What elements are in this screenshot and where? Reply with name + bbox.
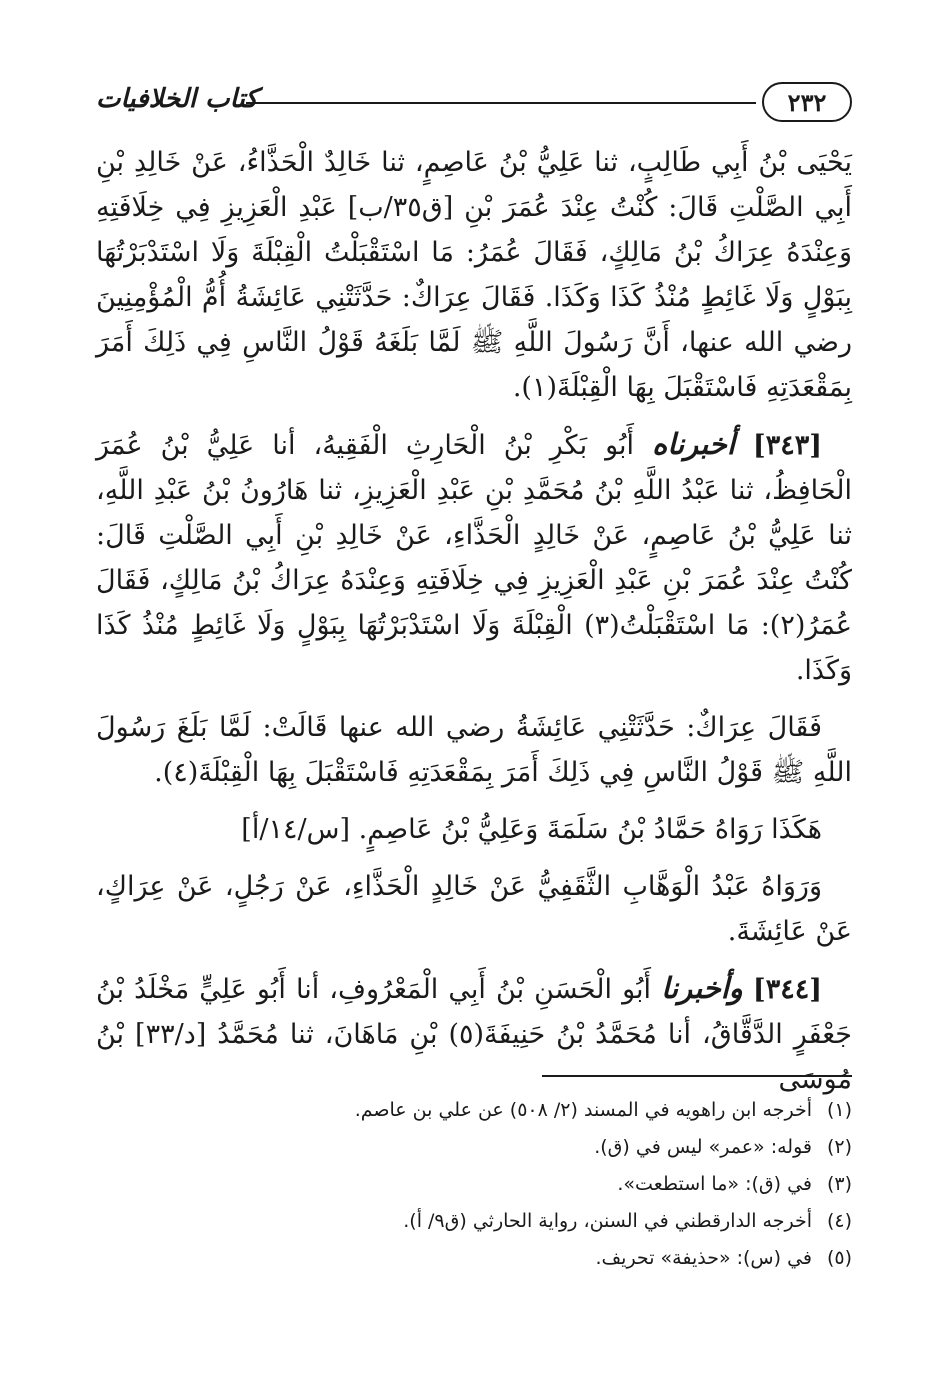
footnote: [96, 1166, 852, 1203]
hadith-344: [96, 966, 852, 1102]
footnote-number: (١): [826, 1099, 852, 1121]
footnote: [96, 1203, 852, 1240]
footnote-number: (٤): [826, 1210, 852, 1232]
hadith-text: أَبُو بَكْرِ بْنُ الْحَارِثِ الْفَقِيهُ، أنا عَلِيُّ بْنُ عُمَرَ الْحَافِظُ، ثنا عَبْدُ اللَّهِ بْنُ مُحَمَّدِ بْنِ عَبْدِ الْعَزِيزِ، ثنا هَارُونُ بْنُ عَبْدِ اللَّهِ، ثنا عَلِيُّ بْنُ عَاصِمٍ، عَنْ خَالِدٍ الْحَذَّاءِ، عَنْ خَالِدِ بْنِ أَبِي الصَّلْتِ قَالَ: كُنْتُ عِنْدَ عُمَرَ بْنِ عَبْدِ الْعَزِيزِ فِي خِلَافَتِهِ وَعِنْدَهُ عِرَاكُ بْنُ مَالِكٍ، فَقَالَ عُمَرُ(٢): مَا اسْتَقْبَلْتُ(٣) الْقِبْلَةَ وَلَا اسْتَدْبَرْتُهَا بِبَوْلٍ وَلَا غَائِطٍ مُنْذُ كَذَا وَكَذَا.: [96, 430, 852, 686]
hadith-number: [٣٤٤]: [752, 974, 822, 1005]
hadith-343: [96, 422, 852, 693]
footnote-text: أخرجه ابن راهويه في المسند (٢/ ٥٠٨) عن علي بن عاصم.: [354, 1099, 812, 1121]
footnote-number: (٥): [826, 1247, 852, 1269]
hadith-text: أَبُو الْحَسَنِ بْنُ أَبِي الْمَعْرُوفِ، أنا أَبُو عَلِيٍّ مَخْلَدُ بْنُ جَعْفَرٍ الدَّقَّاقُ، أنا مُحَمَّدُ بْنُ حَنِيفَةَ(٥) بْنِ مَاهَانَ، ثنا مُحَمَّدُ [د/٣٣] بْنُ مُوسَى: [96, 974, 852, 1095]
footnote-rule: [542, 1075, 852, 1077]
hadith-number: [٣٤٣]: [752, 430, 822, 461]
footnote-text: أخرجه الدارقطني في السنن، رواية الحارثي (ق٩/ أ).: [403, 1210, 812, 1232]
footnote: [96, 1092, 852, 1129]
footnotes: [96, 1092, 852, 1277]
header-rule: [246, 102, 756, 104]
paragraph-1: يَحْيَى بْنُ أَبِي طَالِبٍ، ثنا عَلِيُّ بْنُ عَاصِمٍ، ثنا خَالِدٌ الْحَذَّاءُ، عَنْ خَالِدِ بْنِ أَبِي الصَّلْتِ قَالَ: كُنْتُ عِنْدَ عُمَرَ بْنِ [ق٣٥/ب] عَبْدِ الْعَزِيزِ فِي خِلَافَتِهِ وَعِنْدَهُ عِرَاكُ بْنُ مَالِكٍ، فَقَالَ عُمَرُ: مَا اسْتَقْبَلْتُ الْقِبْلَةَ وَلَا اسْتَدْبَرْتُهَا بِبَوْلٍ وَلَا غَائِطٍ مُنْذُ كَذَا وَكَذَا. فَقَالَ عِرَاكٌ: حَدَّثَتْنِي عَائِشَةُ أُمُّ الْمُؤْمِنِينَ رضي الله عنها، أَنَّ رَسُولَ اللَّهِ ﷺ لَمَّا بَلَغَهُ قَوْلُ النَّاسِ فِي ذَلِكَ أَمَرَ بِمَقْعَدَتِهِ فَاسْتَقْبَلَ بِهَا الْقِبْلَةَ(١).: [96, 147, 852, 403]
footnote-text: في (س): «حذيفة» تحريف.: [595, 1247, 812, 1269]
book-title: كتاب الخلافيات: [96, 84, 258, 114]
footnote-text: قوله: «عمر» ليس في (ق).: [594, 1136, 812, 1158]
paragraph-4: هَكَذَا رَوَاهُ حَمَّادُ بْنُ سَلَمَةَ وَعَلِيُّ بْنُ عَاصِمٍ. [س/١٤/أ]: [241, 814, 822, 845]
footnote: [96, 1240, 852, 1277]
hadith-keyword: أخبرناه: [652, 427, 735, 461]
footnote-number: (٣): [826, 1173, 852, 1195]
footnote: [96, 1129, 852, 1166]
hadith-keyword: وأخبرنا: [661, 971, 743, 1005]
page-number: ٢٣٢: [762, 82, 852, 122]
footnote-number: (٢): [826, 1136, 852, 1158]
paragraph-3: فَقَالَ عِرَاكٌ: حَدَّثَتْنِي عَائِشَةُ رضي الله عنها قَالَتْ: لَمَّا بَلَغَ رَسُولَ اللَّهِ ﷺ قَوْلُ النَّاسِ فِي ذَلِكَ أَمَرَ بِمَقْعَدَتِهِ فَاسْتَقْبَلَ بِهَا الْقِبْلَةَ(٤).: [96, 712, 852, 788]
main-text: [96, 140, 852, 1102]
paragraph-5: وَرَوَاهُ عَبْدُ الْوَهَّابِ الثَّقَفِيُّ عَنْ خَالِدٍ الْحَذَّاءِ، عَنْ رَجُلٍ، عَنْ عِرَاكٍ، عَنْ عَائِشَةَ.: [96, 871, 852, 947]
page-header: [96, 78, 852, 130]
footnote-text: في (ق): «ما استطعت».: [617, 1173, 812, 1195]
